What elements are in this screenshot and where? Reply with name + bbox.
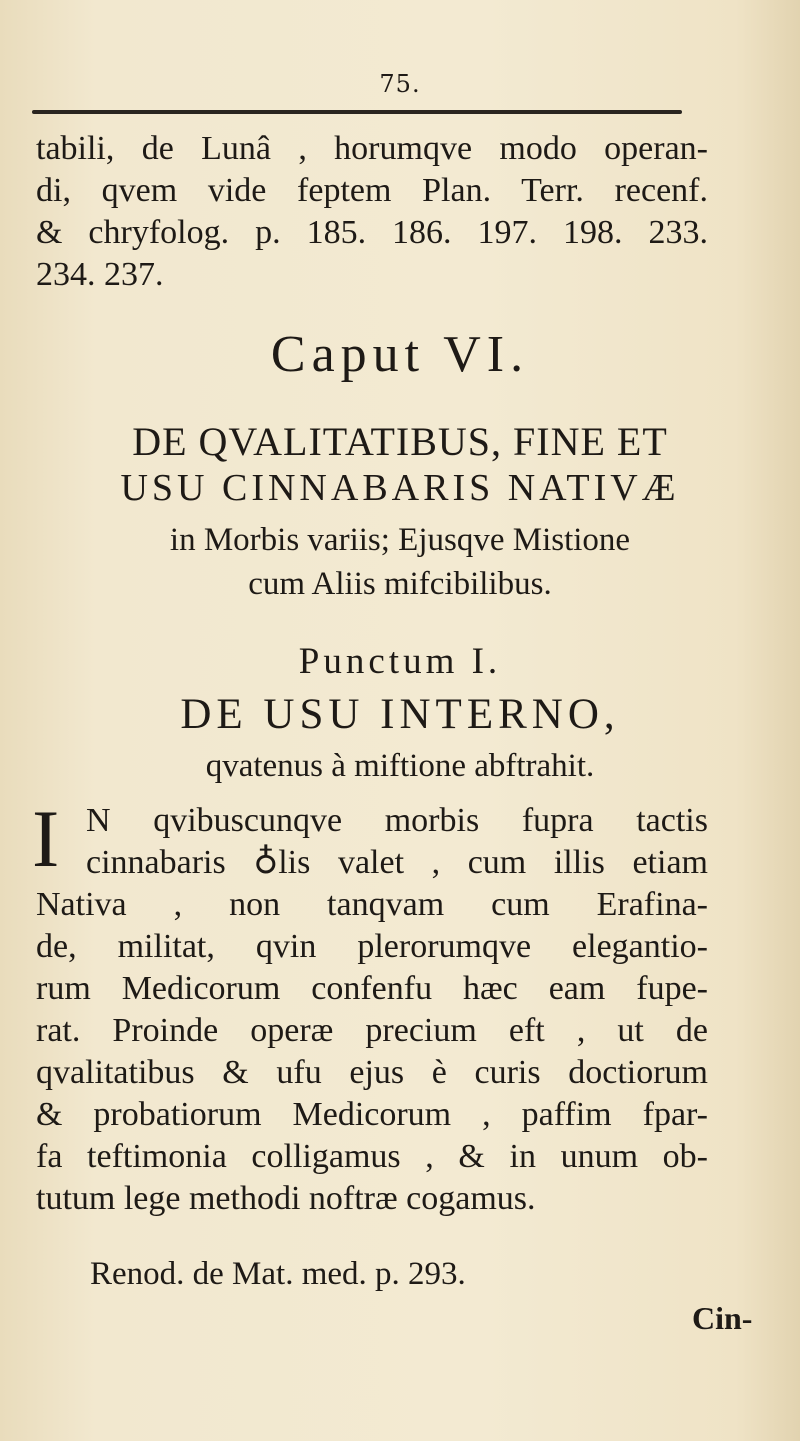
- opening-text: [36, 128, 708, 296]
- chapter-title-line: DE QVALITATIBUS, FINE ET: [132, 419, 668, 464]
- catchword: Cin-: [692, 1300, 753, 1336]
- body-paragraph: [36, 800, 708, 1220]
- text-line: de, militat, qvin plerorumqve elegantio-: [36, 928, 708, 965]
- text-line: tabili, de Lunâ , horumqve modo operan-: [36, 130, 708, 167]
- text-line: tutum lege methodi noftræ cogamus.: [36, 1180, 536, 1217]
- chapter-title-line: USU CINNABARIS NATIVÆ: [120, 467, 680, 509]
- header-rule: [32, 110, 682, 114]
- reference-citation: Renod. de Mat. med. p. 293.: [90, 1256, 466, 1292]
- text-line: di, qvem vide feptem Plan. Terr. recenf.: [36, 172, 708, 209]
- drop-cap: I: [32, 793, 60, 884]
- section-subtitle: qvatenus à miftione abftrahit.: [205, 748, 595, 784]
- text-line: qvalitatibus & ufu ejus è curis doctiorum: [36, 1054, 708, 1091]
- text-line: rum Medicorum confenfu hæc eam fupe-: [36, 970, 708, 1007]
- text-line: rat. Proinde operæ precium eft , ut de: [36, 1012, 708, 1049]
- chapter-heading: Caput VI.: [270, 326, 530, 383]
- chapter-title-line: cum Aliis mifcibilibus.: [248, 566, 552, 602]
- text-line: Nativa , non tanqvam cum Erafina-: [36, 886, 708, 923]
- text-line: N qvibuscunqve morbis fupra tactis: [86, 802, 708, 839]
- text-line: 234. 237.: [36, 256, 164, 293]
- text-line: & probatiorum Medicorum , paffim fpar-: [36, 1096, 708, 1133]
- page-number: 75.: [379, 70, 421, 98]
- chapter-title-line: in Morbis variis; Ejusqve Mistione: [169, 522, 631, 558]
- text-line: cinnabaris ♁lis valet , cum illis etiam: [86, 844, 708, 881]
- text-line: fa teftimonia colligamus , & in unum ob-: [36, 1138, 708, 1175]
- section-title: DE USU INTERNO,: [180, 691, 620, 738]
- text-line: & chryfolog. p. 185. 186. 197. 198. 233.: [36, 214, 708, 251]
- section-heading: Punctum I.: [298, 641, 502, 682]
